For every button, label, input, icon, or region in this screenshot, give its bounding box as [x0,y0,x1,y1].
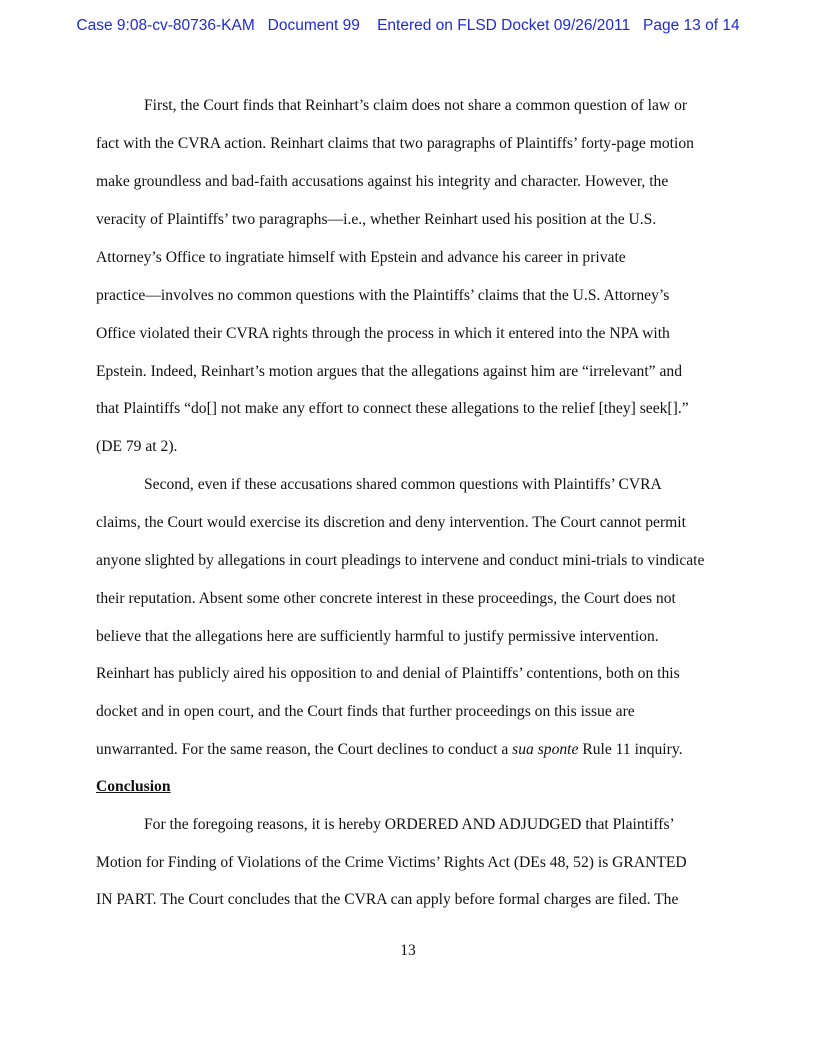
conclusion-line-2: Motion for Finding of Violations of the Crime Victims’ Rights Act (DEs 48, 52) is GRANTED [96,854,687,871]
paragraph-2-line-8-italic: sua sponte [512,741,579,758]
page-number: 13 [400,942,416,959]
paragraph-1-line-9: that Plaintiffs “do[] not make any effort to connect these allegations to the relief [they] seek[].” [96,400,689,417]
paragraph-2-line-4: their reputation. Absent some other concrete interest in these proceedings, the Court does not [96,590,676,607]
conclusion-line-3: IN PART. The Court concludes that the CVRA can apply before formal charges are filed. The [96,891,679,908]
paragraph-1-line-4: veracity of Plaintiffs’ two paragraphs—i.e., whether Reinhart used his position at the U.S. [96,211,657,228]
paragraph-1-line-10: (DE 79 at 2). [96,438,178,455]
docket-header: Case 9:08-cv-80736-KAM Document 99 Entered on FLSD Docket 09/26/2011 Page 13 of 14 [76,17,740,34]
paragraph-2-line-2: claims, the Court would exercise its discretion and deny intervention. The Court cannot permit [96,514,686,531]
paragraph-1-line-1: First, the Court finds that Reinhart’s claim does not share a common question of law or [144,97,688,114]
conclusion-heading: Conclusion [96,778,171,795]
paragraph-2-line-8-before: unwarranted. For the same reason, the Court declines to conduct a [96,741,513,758]
paragraph-2-line-5: believe that the allegations here are sufficiently harmful to justify permissive intervention. [96,628,659,645]
paragraph-2-line-7: docket and in open court, and the Court finds that further proceedings on this issue are [96,703,635,720]
paragraph-2-line-6: Reinhart has publicly aired his opposition to and denial of Plaintiffs’ contentions, both on this [96,665,680,682]
paragraph-1-line-2: fact with the CVRA action. Reinhart claims that two paragraphs of Plaintiffs’ forty-page motion [96,135,694,152]
paragraph-1-line-5: Attorney’s Office to ingratiate himself with Epstein and advance his career in private [96,249,626,266]
paragraph-2-line-8-after: Rule 11 inquiry. [578,741,683,758]
paragraph-1-line-8: Epstein. Indeed, Reinhart’s motion argues that the allegations against him are “irrelevant” and [96,363,683,380]
conclusion-line-1: For the foregoing reasons, it is hereby ORDERED AND ADJUDGED that Plaintiffs’ [144,816,675,833]
paragraph-1-line-6: practice—involves no common questions with the Plaintiffs’ claims that the U.S. Attorney’s [96,287,670,304]
paragraph-2-line-1: Second, even if these accusations shared common questions with Plaintiffs’ CVRA [144,476,662,493]
paragraph-1-line-3: make groundless and bad-faith accusations against his integrity and character. However, the [96,173,669,190]
paragraph-1-line-7: Office violated their CVRA rights through the process in which it entered into the NPA with [96,325,670,342]
paragraph-2-line-3: anyone slighted by allegations in court pleadings to intervene and conduct mini-trials to vindicate [96,552,705,569]
paragraph-2-line-8 [96,741,683,759]
